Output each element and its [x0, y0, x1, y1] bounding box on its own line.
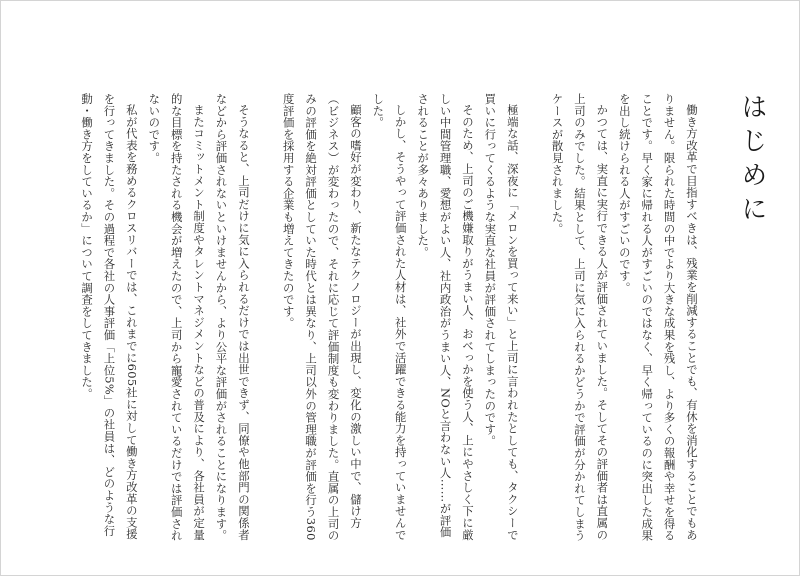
- paragraph-8: またコミットメント制度やタレントマネジメントなどの普及により、各社員が定量的な目標を持たされる機会が増えたので、上司から寵愛されているだけでは評価されないのです。: [147, 93, 207, 542]
- paragraph-2: かつては、実直に実行できる人が評価されていました。そしてその評価者は直属の上司のみでした。結果として、上司に気に入られるかどうかで評価が分かれてしまうケースが散見されました。: [550, 93, 610, 542]
- paragraph-3: 極端な話、深夜に「メロンを買って来い」と上司に言われたとしても、タクシーで買いに行ってくるような実直な社員が評価されてしまったのです。: [483, 93, 520, 541]
- paragraph-4: そのため、上司のご機嫌取りがうまい人、おべっかを使う人、上にやさしく下に厳しい中間管理職、愛想がよい人、社内政治がうまい人、NOと言わない人……が評価されることが多々ありました。: [416, 93, 475, 541]
- paragraph-5: しかし、そうやって評価された人材は、社外で活躍できる能力を持っていませんでした。: [371, 93, 408, 541]
- page-title: はじめに: [737, 93, 767, 229]
- paragraph-1: 働き方改革で目指すべきは、残業を削減することでも、有休を消化することでもありません。限られた時間の中でより大きな成果を残し、より多くの報酬や幸せを得ることです。早く家に帰れる人がすごいのではなく、早く帰っているのに突出した成果を出し続けられる人がすごいのです。: [617, 93, 699, 542]
- paragraph-7: そうなると、上司だけに気に入られるだけでは出世できず、同僚や他部門の関係者などから評価されないといけませんから、より公平な評価がされることになります。: [214, 93, 251, 542]
- paragraph-6: 顧客の嗜好が変わり、新たなテクノロジーが出現し、変化の激しい中で、儲け方（ビジネス）が変わったので、それに応じて評価制度も変わりました。直属の上司のみの評価を絶対評価としていた時代とは異なり、上司以外の管理職が評価を行う360度評価を採用する企業も増えてきたのです。: [281, 93, 363, 542]
- paragraph-9: 私が代表を務めるクロスリバーでは、これまでに605社に対して働き方改革の支援を行ってきました。その過程で各社の人事評価「上位5%」の社員は、どのような行動・働き方をしているか」について調査をしてきました。: [80, 93, 139, 541]
- body-text: [53, 93, 703, 548]
